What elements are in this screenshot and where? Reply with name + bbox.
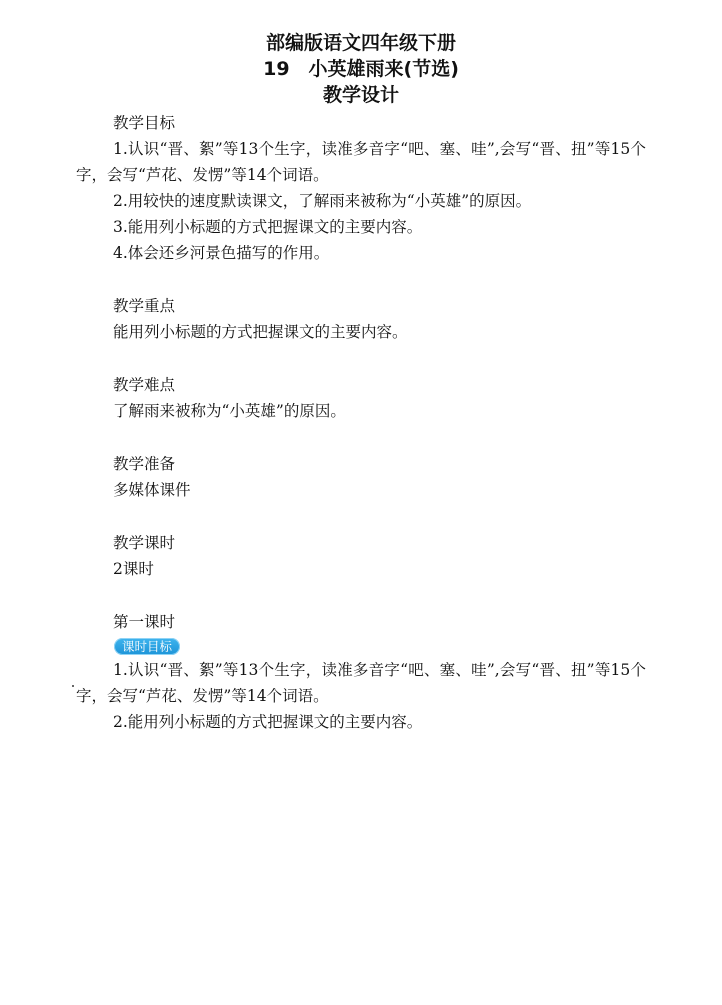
spacer [76,503,646,530]
lesson-objective-item: 2.能用列小标题的方式把握课文的主要内容。 [113,713,423,731]
objective-item: 4.体会还乡河景色描写的作用。 [113,244,330,262]
objective-item: 1.认识“晋、絮”等13个生字，读准多音字“吧、塞、哇”,会写“晋、扭”等15个字，会写“芦花、发愣”等14个词语。 [76,140,646,184]
preparation-text: 多媒体课件 [113,481,191,499]
objectives-heading: 教学目标 [113,114,176,132]
spacer [76,345,646,372]
spacer [76,266,646,293]
difficulties-heading: 教学难点 [113,376,176,394]
first-lesson-heading: 第一课时 [113,613,176,631]
design-title: 教学设计 [322,84,399,106]
key-points-text: 能用列小标题的方式把握课文的主要内容。 [113,323,408,341]
lesson-objective-item: 1.认识“晋、絮”等13个生字，读准多音字“吧、塞、哇”,会写“晋、扭”等15个字，会写“芦花、发愣”等14个词语。 [76,661,646,705]
difficulties-text: 了解雨来被称为“小英雄”的原因。 [113,402,346,420]
hours-text: 2课时 [113,560,154,578]
doc-title: 部编版语文四年级下册 [265,32,456,54]
spacer [76,424,646,451]
badge-row [76,635,646,657]
title-block [0,30,722,108]
objective-item: 2.用较快的速度默读课文，了解雨来被称为“小英雄”的原因。 [113,192,532,210]
objective-item: 3.能用列小标题的方式把握课文的主要内容。 [113,218,423,236]
content [76,110,646,735]
spacer [76,582,646,609]
hours-heading: 教学课时 [113,534,176,552]
lesson-title: 19 小英雄雨来(节选) [263,58,459,80]
lesson-objectives-badge: 课时目标 [114,638,180,655]
key-points-heading: 教学重点 [113,297,176,315]
preparation-heading: 教学准备 [113,455,176,473]
stray-dot [72,685,74,687]
